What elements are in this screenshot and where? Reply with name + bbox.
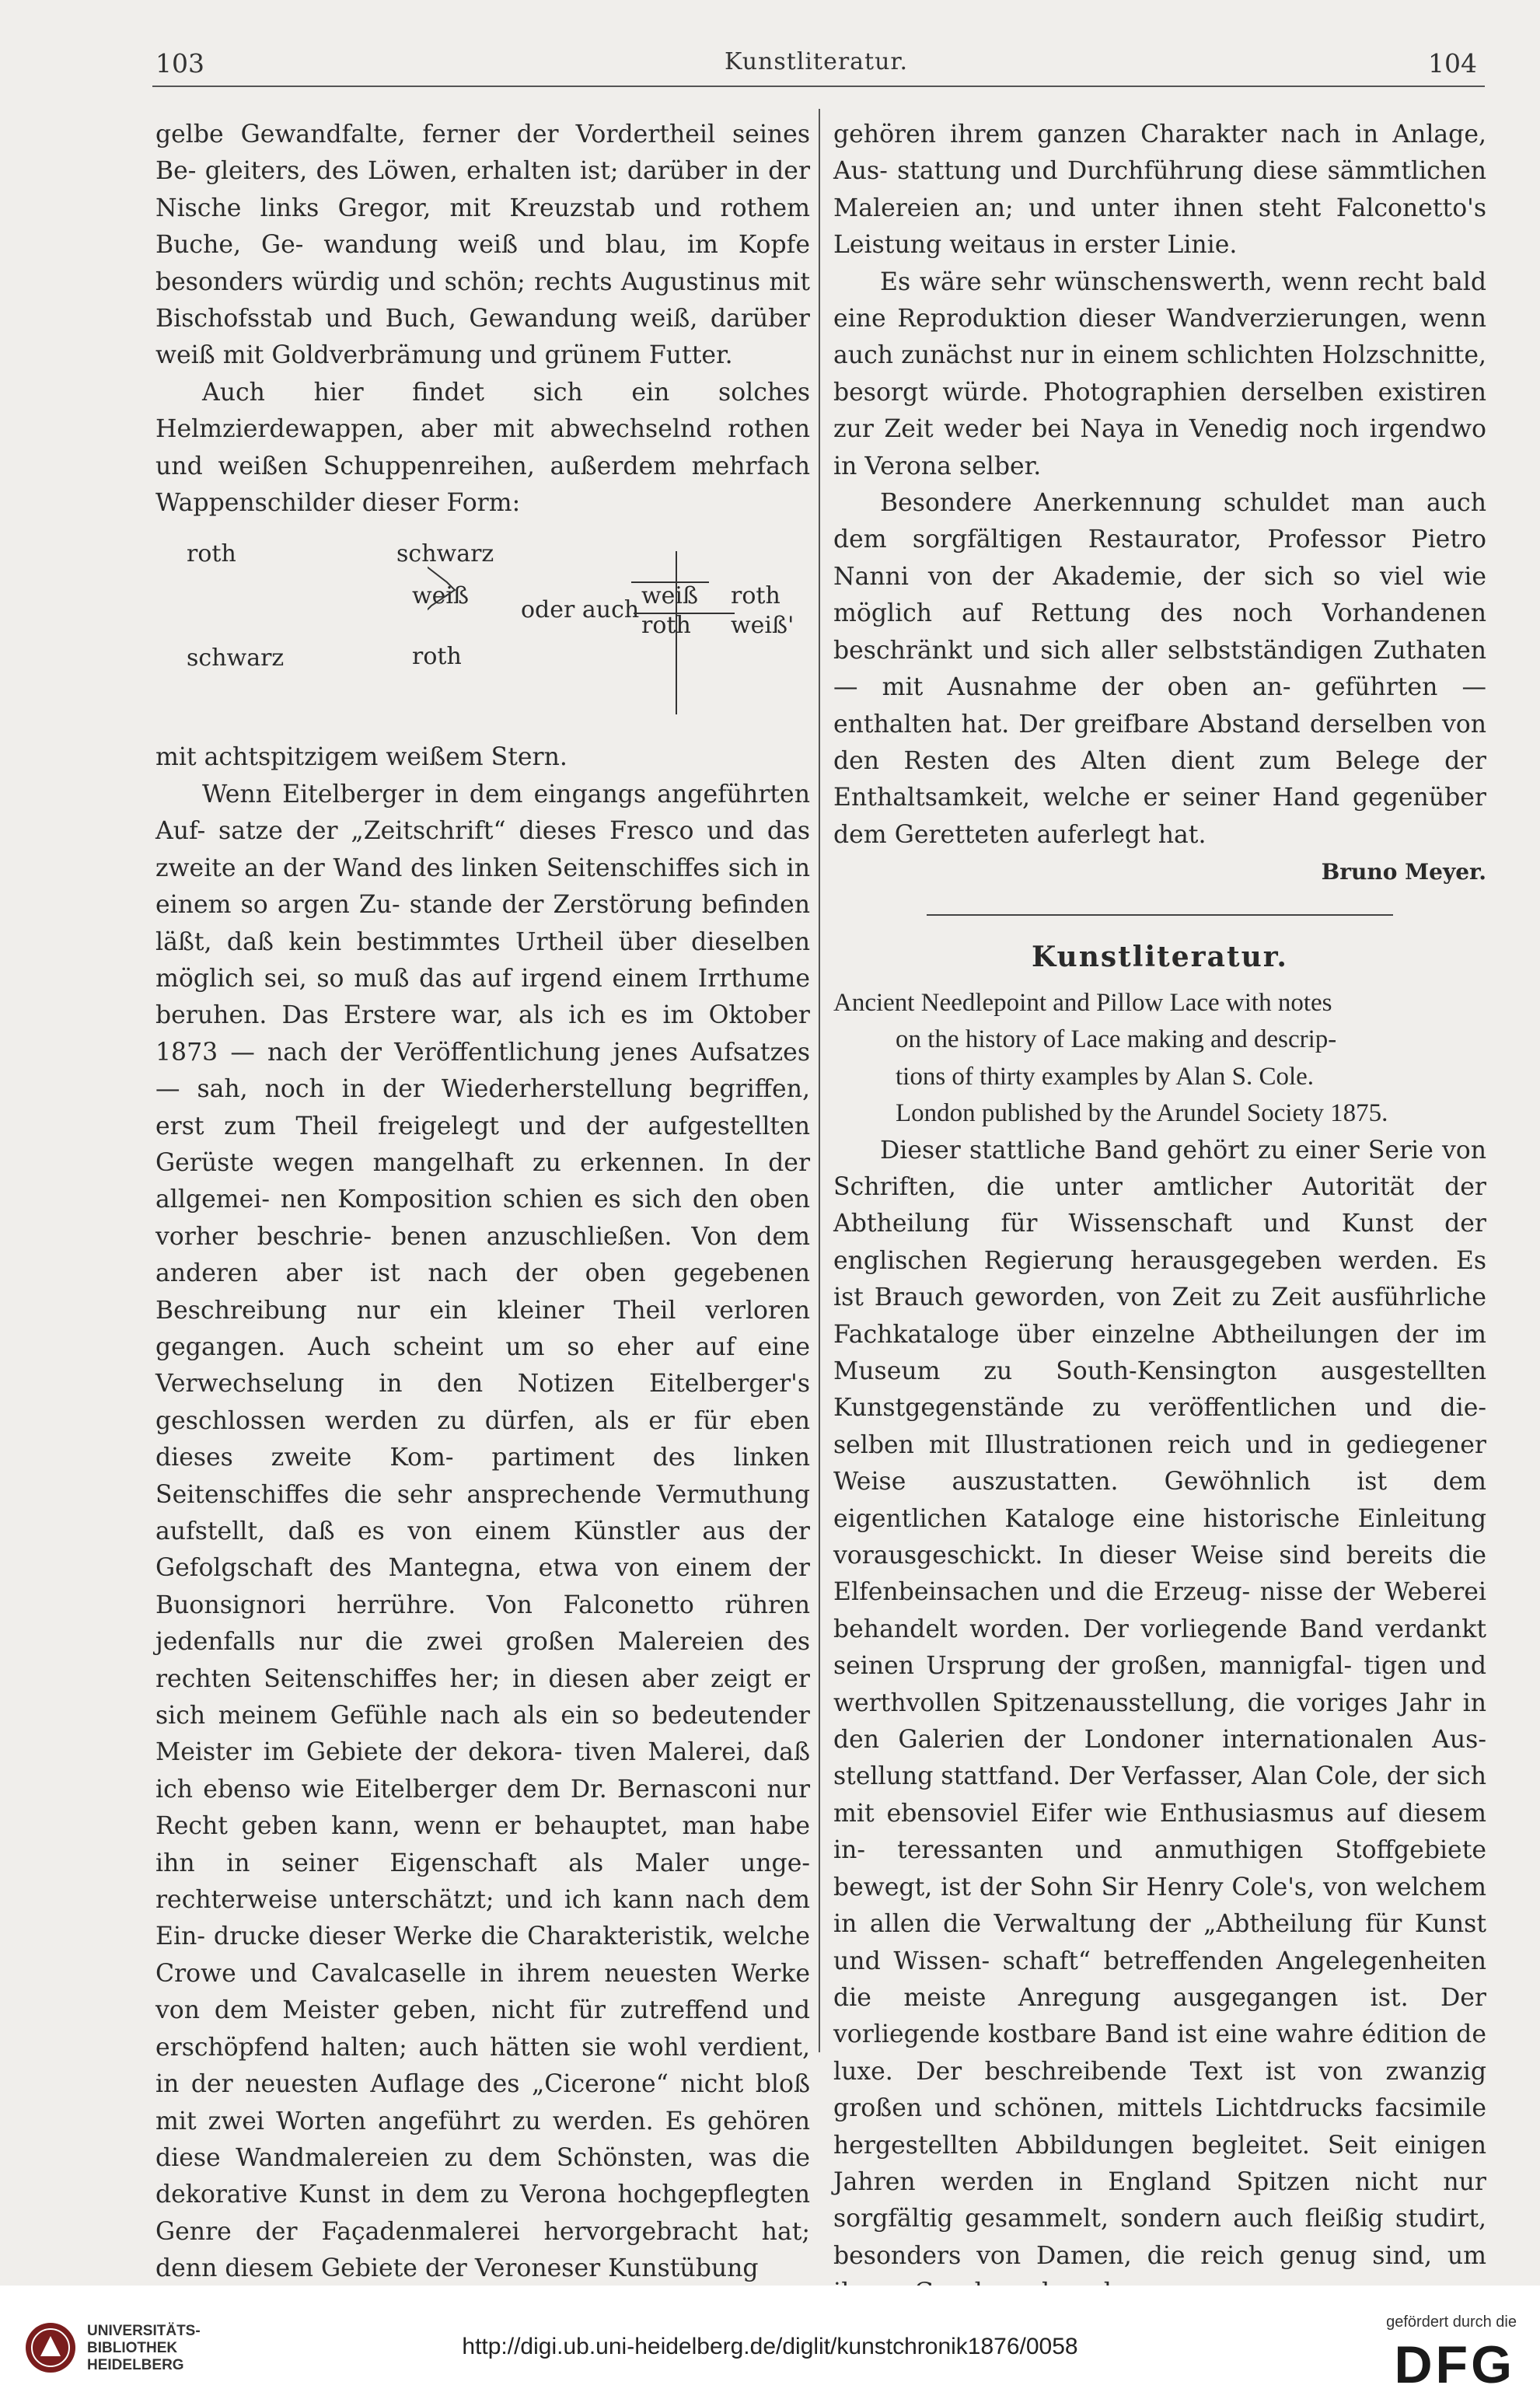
left-column [155, 117, 810, 2288]
fig-label-roth-bottom: roth [412, 643, 462, 671]
fig-label-weiss-a: weiß [641, 582, 699, 610]
right-paragraph-3: Besondere Anerkennung schuldet man auch dem sorgfältigen Restaurator, Professor Pietro Nanni von der Akademie, der sich so viel wie möglich auf Rettung des noch Vorhandenen beschränkt und sich aller selbstständigen Zuthaten — mit Ausnahme der oben an- geführten — enthalten hat. Der greifbare Abstand derselben von den Resten des Alten dient zum Belege der Enthaltsamkeit, welche er seiner Hand gegenüber dem Geretteten auferlegt hat. [833, 489, 1486, 849]
running-header [155, 48, 1477, 95]
permalink-url[interactable]: http://digi.ub.uni-heidelberg.de/diglit/kunstchronik1876/0058 [462, 2334, 1078, 2359]
fig-label-roth-top-left: roth [187, 540, 236, 568]
fig-label-weiss-middle: weiß [412, 582, 470, 610]
signature: Bruno Meyer. [1321, 859, 1486, 885]
book-citation [833, 985, 1486, 1133]
right-paragraph-4: Dieser stattliche Band gehört zu einer Serie von Schriften, die unter amtlicher Autorität der Abtheilung für Wissenschaft und Kunst der englischen Regierung herausgegeben werden. Es ist Brauch geworden, von Zeit zu Zeit ausführliche Fachkataloge über einzelne Abtheilungen der im Museum zu South-Kensington ausgestellten Kunstgegenstände zu veröffentlichen und die- selben mit Illustrationen reich und in gediegener Weise auszustatten. Gewöhnlich ist dem eigentlichen Kataloge eine historische Einleitung vorausgeschickt. In dieser Weise sind bereits die Elfenbeinsachen und die Erzeug- nisse der Weberei behandelt worden. Der vorliegende Band verdankt seinen Ursprung der großen, mannigfal- tigen und werthvollen Spitzenausstellung, die voriges Jahr in den Galerien der Londoner internationalen Aus- stellung stattfand. Der Verfasser, Alan Cole, der sich mit ebensoviel Eifer wie Enthusiasmus auf diesem in- teressanten und anmuthigen Stoffgebiete bewegt, ist der Sohn Sir Henry Cole's, von welchem in allen die Verwaltung der „Abtheilung für Kunst und Wissen- schaft“ betreffenden Angelegenheiten die meiste Anregung ausgegangen ist. Der vorliegende kostbare Band ist eine wahre édition de luxe. Der beschreibende Text ist von zwanzig großen und schönen, mittels Lichtdrucks facsimile hergestellten Abbildungen begleitet. Seit einigen Jahren werden in England Spitzen nicht nur sorgfältig gesammelt, sondern auch fleißig studirt, besonders von Damen, die reich genug sind, um [833, 1136, 1486, 2270]
left-paragraph-3: mit achtspitzigem weißem Stern. [155, 743, 567, 772]
dfg-logo: DFG [1394, 2335, 1515, 2394]
shield-drawings [428, 536, 808, 730]
book-citation-line-2: on the history of Lace making and descrip- [896, 1025, 1337, 1054]
right-paragraph-1: gehören ihrem ganzen Charakter nach in Anlage, Aus- stattung und Durchführung diese sämmtlichen Malereien an; und unter ihnen steht Falconetto's Leistung weitaus in erster Linie. [833, 120, 1486, 260]
fig-label-roth-a: roth [731, 582, 780, 610]
page-number-right: 104 [1428, 48, 1477, 79]
coat-of-arms-figure [155, 529, 810, 733]
fig-label-weiss-b: weiß' [731, 612, 794, 640]
fig-label-schwarz-bottom-left: schwarz [187, 644, 285, 672]
fig-label-oder-auch: oder auch [521, 596, 640, 624]
left-paragraph-4: Wenn Eitelberger in dem eingangs angeführten Auf- satze der „Zeitschrift“ dieses Fresco und das zweite an der Wand des linken Seitenschiffes sich in einem so argen Zu- stande der Zerstörung befinden läßt, daß kein bestimmtes Urtheil über dieselben möglich sei, so muß das auf irgend einem Irrthume beruhen. Das Erstere war, als ich es im Oktober 1873 — nach der Veröffentlichung jenes Aufsatzes — sah, noch in der Wiederherstellung begriffen, erst zum Theil freigelegt und der aufgestellten Gerüste wegen mangelhaft zu erkennen. In der allgemei- nen Komposition schien es sich den oben vorher beschrie- benen anzuschließen. Von dem anderen aber ist nach der oben gegebenen Beschreibung nur ein kleiner Theil verloren gegangen. Auch scheint um so eher auf eine Verwechselung in den Notizen Eitelberger's geschlossen werden zu dürfen, als er für eben dieses zweite Kom- partiment des linken Seitenschiffes die sehr ansprechende Vermuthung aufstellt, daß es von einem Künstler aus der Gefolgschaft des Mantegna, etwa von einem der Buonsignori herrühre. Von Falconetto rühren jedenfalls nur die zwei großen Malereien des rechten Seitenschiffes her; in diesen aber zeigt er sich meinem Gefühle nach als ein so bedeutender Meister im Gebiete der dekora- tiven Malerei, daß ich ebenso wie Eitelberger dem Dr. Bernasconi nur Recht geben kann, wenn er behauptet, man habe ihn in seiner Eigenschaft als Maler unge- rechterweise unterschätzt; und ich kann nach dem Ein- drucke dieser Werke die Charakteristik, welche Crowe und Cavalcaselle in ihrem neuesten Werke von dem Meister geben, nicht für zutreffend und erschöpfend halten; auch hätten sie wohl verdient, in der neuesten Auflage des „Cicerone“ nicht bloß mit zwei Worten angeführt zu werden. Es gehören diese Wandmalereien zu dem Schönsten, was die dekorative Kunst in dem zu Verona hochgepflegten Genre der Façadenmalerei hervorgebracht hat; denn diesem Gebiete der Veroneser Kunstübung [155, 780, 810, 2283]
funded-by-label: gefördert durch die [1386, 2313, 1517, 2331]
uni-name-line-3: HEIDELBERG [87, 2357, 184, 2373]
book-citation-line-3: tions of thirty examples by Alan S. Cole. [896, 1062, 1315, 1091]
running-title: Kunstliteratur. [724, 48, 909, 75]
uni-name-line-2: BIBLIOTHEK [87, 2340, 178, 2356]
right-paragraph-2: Es wäre sehr wünschenswerth, wenn recht bald eine Reproduktion dieser Wandverzierungen, wenn auch zunächst nur in einem schlichten Holzschnitte, besorgt würde. Photographien derselben existiren zur Zeit weder bei Naya in Venedig noch irgendwo in Verona selber. [833, 267, 1486, 480]
page-number-left: 103 [155, 48, 204, 79]
left-paragraph-2: Auch hier findet sich ein solches Helmzierdewappen, aber mit abwechselnd rothen und weißen Schuppenreihen, außerdem mehrfach Wappenschilder dieser Form: [155, 378, 810, 518]
uni-name-line-1: UNIVERSITÄTS- [87, 2323, 201, 2339]
fig-label-schwarz-top-right: schwarz [396, 540, 494, 568]
digitization-footer [0, 2286, 1540, 2406]
header-rule [152, 86, 1485, 87]
right-column [833, 117, 1486, 2312]
left-paragraph-1: gelbe Gewandfalte, ferner der Vordertheil seines Be- gleiters, des Löwen, erhalten ist; darüber in der Nische links Gregor, mit Kreuzstab und rothem Buche, Ge- wandung weiß und blau, im Kopfe besonders würdig und schön; rechts Augustinus mit Bischofsstab und Buch, Gewandung weiß, darüber weiß mit Goldverbrämung und grünem Futter. [155, 120, 810, 370]
section-title: Kunstliteratur. [1032, 940, 1288, 973]
section-separator [927, 914, 1393, 916]
book-citation-line-1: Ancient Needlepoint and Pillow Lace with notes [833, 988, 1332, 1017]
fig-label-roth-b: roth [641, 612, 691, 640]
column-divider [819, 109, 820, 2052]
book-citation-line-4: London published by the Arundel Society 1875. [896, 1099, 1388, 1128]
